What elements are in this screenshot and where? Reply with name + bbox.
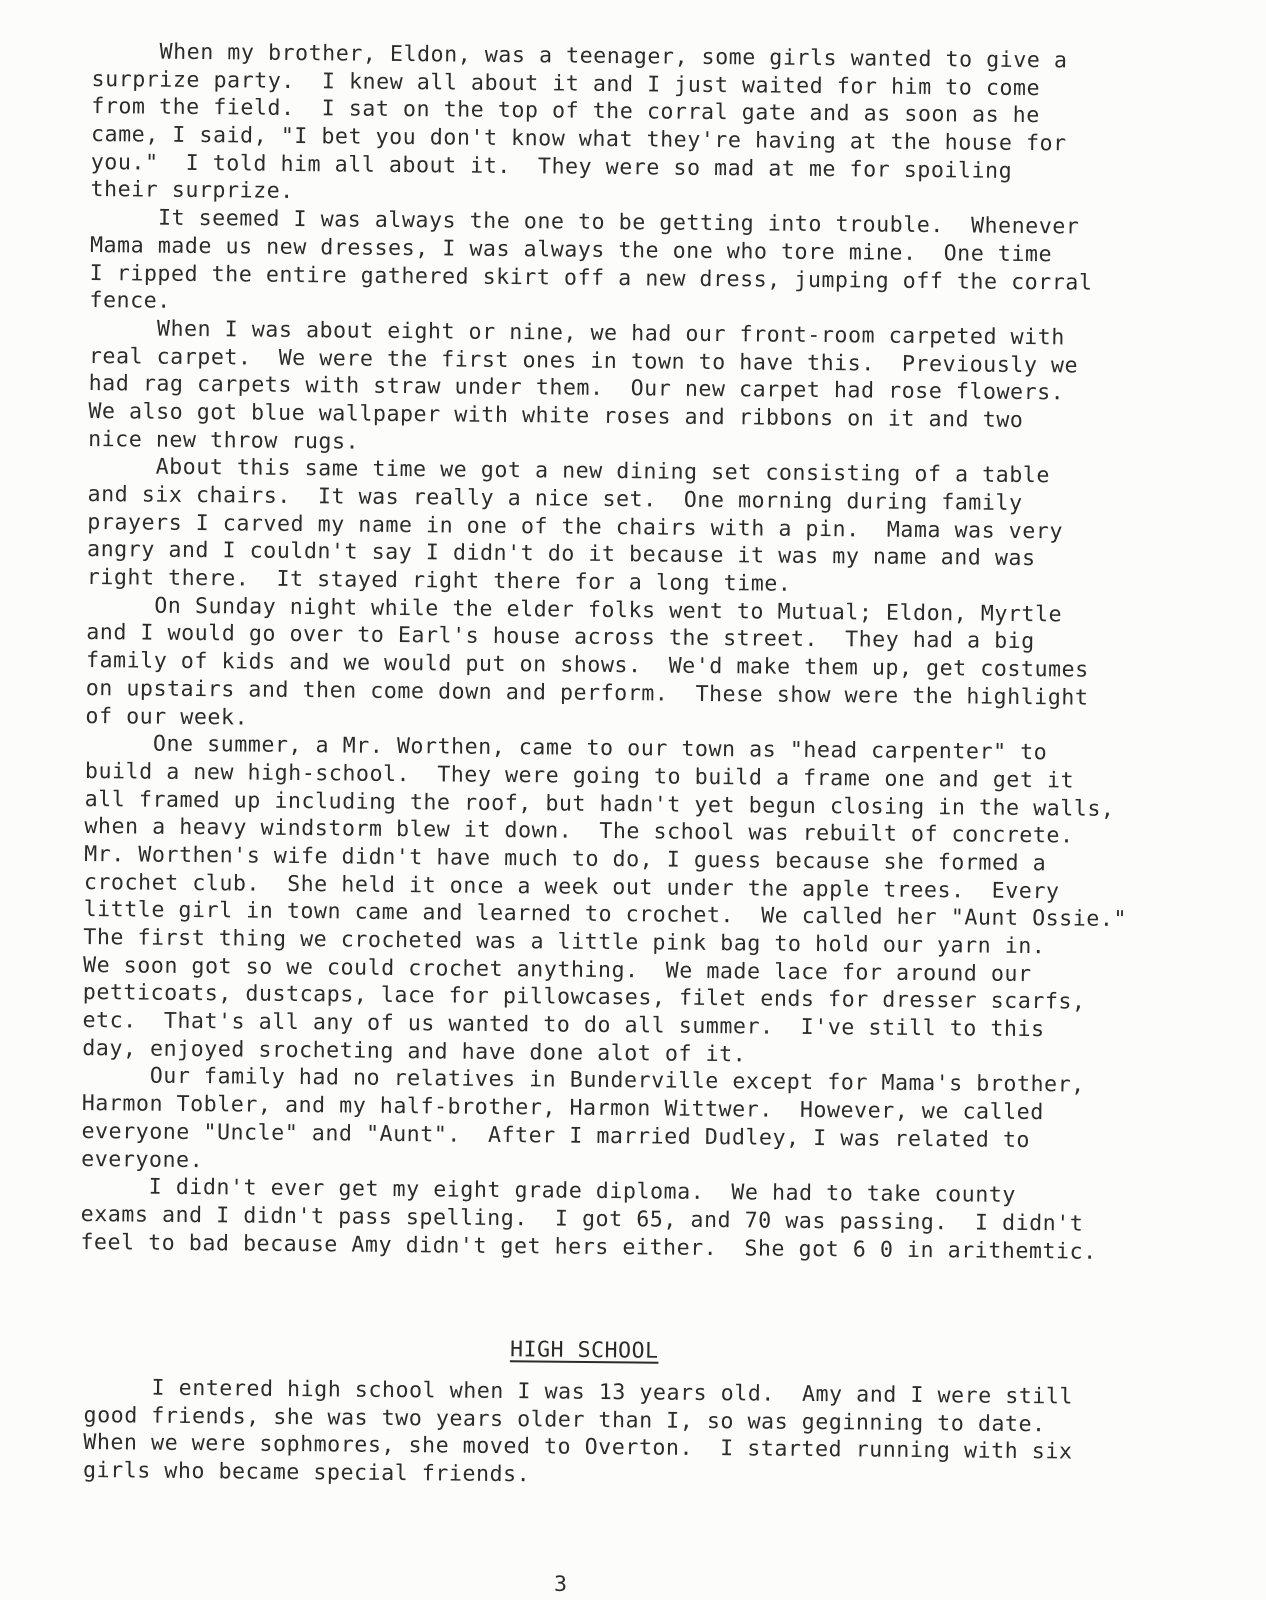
text-line: About this same time we got a new dining set consisting of a table <box>87 454 1051 489</box>
text-line: right there. It stayed right there for a long time. <box>86 565 792 597</box>
text-line: girls who became special friends. <box>82 1458 531 1488</box>
text-line: Harmon Tobler, and my half-brother, Harmon Wittwer. However, we called <box>81 1091 1044 1126</box>
page-number: 3 <box>554 1572 568 1597</box>
text-line: everyone. <box>81 1146 204 1173</box>
text-line: day, enjoyed srocheting and have done alot of it. <box>82 1035 747 1068</box>
text-line: It seemed I was always the one to be getting into trouble. Whenever <box>90 205 1080 240</box>
text-line: fence. <box>89 288 171 314</box>
text-line: I entered high school when I was 13 years old. Amy and I were still <box>83 1375 1074 1410</box>
text-line: The first thing we crocheted was a little pink bag to hold our yarn in. <box>83 924 1046 960</box>
text-line: family of kids and we would put on shows. We'd make them up, get costumes <box>85 648 1089 683</box>
text-line: etc. That's all any of us wanted to do all summer. I've still to this <box>82 1008 1045 1043</box>
text-line: build a new high-school. They were going to build a frame one and get it <box>84 758 1075 794</box>
text-line: nice new throw rugs. <box>88 426 360 455</box>
text-line: had rag carpets with straw under them. Our new carpet had rose flowers. <box>88 371 1065 406</box>
text-line: you." I told him all about it. They were so mad at me for spoiling <box>90 149 1013 184</box>
text-line: I ripped the entire gathered skirt off a new dress, jumping off the corral <box>89 260 1093 296</box>
text-line: prayers I carved my name in one of the chairs with a pin. Mama was very <box>87 509 1064 545</box>
text-line: little girl in town came and learned to crochet. We called her "Aunt Ossie." <box>83 897 1128 933</box>
text-line: and six chairs. It was really a nice set. One morning during family <box>87 481 1023 516</box>
text-line: angry and I couldn't say I didn't do it because it was my name and was <box>86 537 1036 572</box>
text-line: when a heavy windstorm blew it down. The school was rebuilt of concrete. <box>84 814 1074 849</box>
text-line: good friends, she was two years older than I, so was geginning to date. <box>83 1402 1046 1437</box>
text-line: One summer, a Mr. Worthen, came to our town as "head carpenter" to <box>85 731 1048 766</box>
text-line: and I would go over to Earl's house across the street. They had a big <box>86 620 1035 655</box>
text-line: everyone "Uncle" and "Aunt". After I married Dudley, I was related to <box>81 1118 1031 1153</box>
text-line: exams and I didn't pass spelling. I got 65, and 70 was passing. I didn't <box>80 1201 1084 1237</box>
text-line: surprize party. I knew all about it and I just waited for him to come <box>91 66 1041 101</box>
text-line: came, I said, "I bet you don't know what they're having at the house for <box>90 122 1067 157</box>
text-line: crochet club. She held it once a week out under the apple trees. Every <box>83 869 1060 904</box>
section-heading: HIGH SCHOOL <box>509 1337 659 1364</box>
text-line: Mr. Worthen's wife didn't have much to do, I guess because she formed a <box>84 841 1047 877</box>
text-line: On Sunday night while the elder folks went to Mutual; Eldon, Myrtle <box>86 592 1063 628</box>
text-line: When we were sophmores, she moved to Overton. I started running with six <box>83 1430 1073 1465</box>
text-line: When I was about eight or nine, we had our front-room carpeted with <box>89 315 1065 351</box>
text-line: We soon got so we could crochet anything. We made lace for around our <box>82 952 1032 987</box>
text-line: We also got blue wallpaper with white roses and ribbons on it and two <box>88 398 1024 433</box>
high-school-text <box>83 1374 1174 1495</box>
text-line: all framed up including the roof, but hadn't yet begun closing in the walls, <box>84 786 1115 822</box>
text-line: Our family had no relatives in Bunderville except for Mama's brother, <box>81 1063 1085 1099</box>
text-line: When my brother, Eldon, was a teenager, some girls wanted to give a <box>91 38 1068 74</box>
text-line: of our week. <box>85 703 249 731</box>
text-line: I didn't ever get my eight grade diploma. We had to take county <box>80 1174 1017 1209</box>
text-line: petticoats, dustcaps, lace for pillowcases, filet ends for dresser scarfs, <box>82 980 1086 1015</box>
text-line: on upstairs and then come down and perform. These show were the highlight <box>85 675 1089 711</box>
text-line: their surprize. <box>90 177 294 205</box>
text-line: real carpet. We were the first ones in town to have this. Previously we <box>88 343 1079 379</box>
text-line: feel to bad because Amy didn't get hers either. She got 6 0 in arithemtic. <box>80 1229 1097 1265</box>
text-line: from the field. I sat on the top of the corral gate and as soon as he <box>91 94 1040 129</box>
body-text <box>80 38 1182 1267</box>
text-line: Mama made us new dresses, I was always the one who tore mine. One time <box>89 232 1053 268</box>
